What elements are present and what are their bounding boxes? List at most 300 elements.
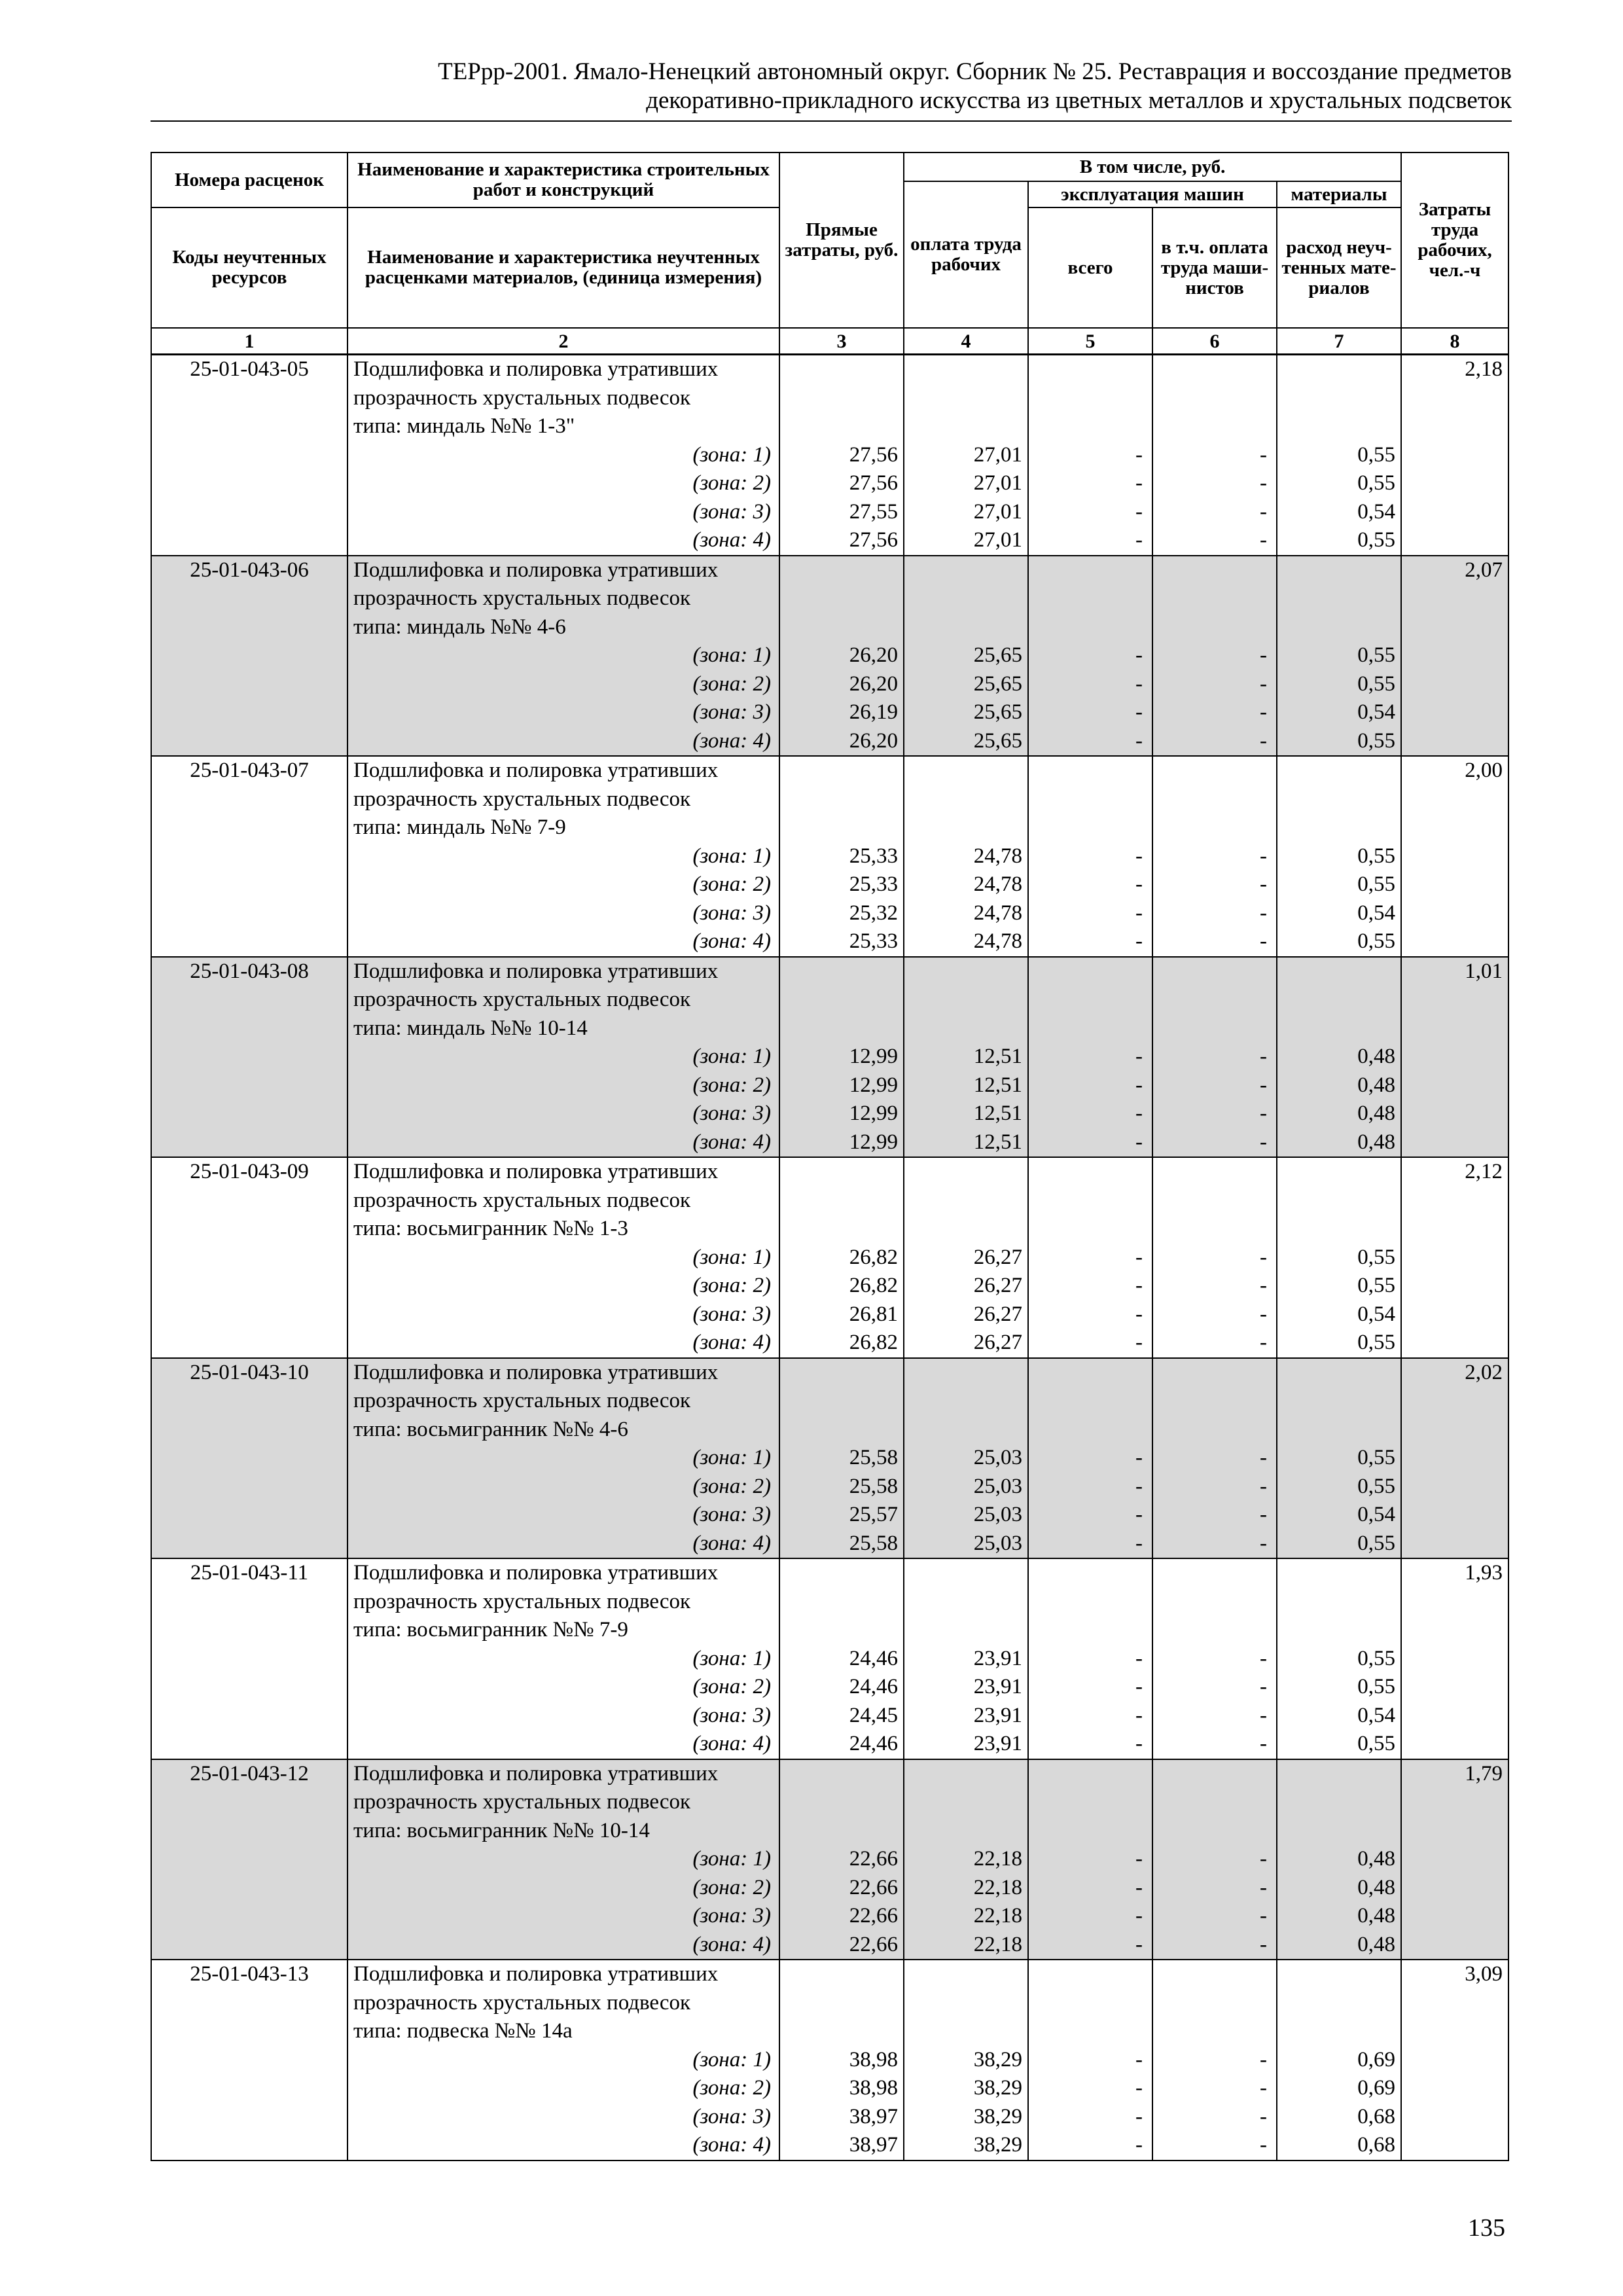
direct-costs-cell <box>779 1416 904 1444</box>
machines-total-cell <box>1028 384 1152 413</box>
materials-cell <box>1277 785 1401 814</box>
workers-pay-value: 26,27 <box>904 1300 1028 1329</box>
machinists-pay-value: - <box>1152 1501 1277 1530</box>
col-number: 6 <box>1152 328 1277 355</box>
machines-total-value: - <box>1028 526 1152 556</box>
machinists-pay-cell <box>1152 814 1277 842</box>
workers-pay-cell <box>904 957 1028 986</box>
machinists-pay-cell <box>1152 584 1277 613</box>
materials-value: 0,55 <box>1277 1272 1401 1300</box>
materials-cell <box>1277 584 1401 613</box>
materials-cell <box>1277 384 1401 413</box>
machines-total-value: - <box>1028 2131 1152 2161</box>
direct-costs-value: 26,82 <box>779 1272 904 1300</box>
materials-value: 0,69 <box>1277 2046 1401 2075</box>
machinists-pay-cell <box>1152 1616 1277 1645</box>
machines-total-value: - <box>1028 1300 1152 1329</box>
labor-costs-cell <box>1401 441 1508 470</box>
rate-code-cell <box>151 1845 348 1874</box>
machines-total-value: - <box>1028 899 1152 928</box>
machinists-pay-value: - <box>1152 1931 1277 1960</box>
rate-code-cell <box>151 1902 348 1931</box>
rate-code <box>151 412 348 441</box>
machinists-pay-value: - <box>1152 899 1277 928</box>
materials-value: 0,55 <box>1277 1244 1401 1272</box>
zone-row <box>151 2046 1508 2075</box>
rate-name-line: типа: восьмигранник №№ 10-14 <box>348 1817 779 1846</box>
th-direct-costs: Прямые затраты, руб. <box>779 152 904 328</box>
th-workers-pay: оплата труда рабочих <box>904 181 1028 328</box>
materials-value: 0,55 <box>1277 1530 1401 1559</box>
machinists-pay-value: - <box>1152 1902 1277 1931</box>
machines-total-value: - <box>1028 441 1152 470</box>
machines-total-cell <box>1028 1014 1152 1043</box>
machines-total-cell <box>1028 1759 1152 1789</box>
materials-cell <box>1277 556 1401 585</box>
rate-code-cell <box>151 1272 348 1300</box>
labor-costs-cell <box>1401 1300 1508 1329</box>
direct-costs-cell <box>779 1358 904 1388</box>
rate-name-line: прозрачность хрустальных подвесок <box>348 986 779 1014</box>
machinists-pay-value: - <box>1152 526 1277 556</box>
direct-costs-cell <box>779 1215 904 1244</box>
zone-label: (зона: 2) <box>348 1071 779 1100</box>
direct-costs-value: 24,45 <box>779 1702 904 1731</box>
rate-name-line: прозрачность хрустальных подвесок <box>348 1788 779 1817</box>
machinists-pay-value: - <box>1152 2046 1277 2075</box>
zone-label: (зона: 1) <box>348 1043 779 1071</box>
labor-costs-cell <box>1401 1702 1508 1731</box>
machines-total-value: - <box>1028 1043 1152 1071</box>
th-machinists-pay: в т.ч. оплата труда маши-нистов <box>1152 207 1277 328</box>
zone-row <box>151 1071 1508 1100</box>
machines-total-cell <box>1028 584 1152 613</box>
materials-cell <box>1277 613 1401 642</box>
rate-code <box>151 384 348 413</box>
labor-costs: 1,79 <box>1401 1759 1508 1789</box>
direct-costs-value: 22,66 <box>779 1874 904 1903</box>
rate-code-cell <box>151 526 348 556</box>
zone-row <box>151 1673 1508 1702</box>
rate-code: 25-01-043-08 <box>151 957 348 986</box>
zone-label: (зона: 1) <box>348 441 779 470</box>
rate-code-cell <box>151 441 348 470</box>
direct-costs-value: 26,82 <box>779 1329 904 1358</box>
labor-costs-cell <box>1401 1730 1508 1759</box>
labor-costs <box>1401 2017 1508 2046</box>
machinists-pay-value: - <box>1152 670 1277 699</box>
direct-costs-cell <box>779 1989 904 2018</box>
workers-pay-value: 25,65 <box>904 641 1028 670</box>
labor-costs-cell <box>1401 1673 1508 1702</box>
rate-code <box>151 1989 348 2018</box>
workers-pay-cell <box>904 384 1028 413</box>
zone-row <box>151 927 1508 957</box>
labor-costs: 2,18 <box>1401 355 1508 384</box>
materials-cell <box>1277 412 1401 441</box>
rate-name-row <box>151 756 1508 785</box>
rate-name-line: типа: миндаль №№ 10-14 <box>348 1014 779 1043</box>
machines-total-value: - <box>1028 498 1152 527</box>
direct-costs-cell <box>779 1817 904 1846</box>
machinists-pay-cell <box>1152 1358 1277 1388</box>
direct-costs-value: 26,82 <box>779 1244 904 1272</box>
labor-costs-cell <box>1401 1931 1508 1960</box>
workers-pay-value: 23,91 <box>904 1673 1028 1702</box>
direct-costs-value: 27,56 <box>779 526 904 556</box>
machinists-pay-cell <box>1152 1014 1277 1043</box>
th-machines-total: всего <box>1028 207 1152 328</box>
zone-label: (зона: 3) <box>348 1100 779 1128</box>
rate-name-line: прозрачность хрустальных подвесок <box>348 1387 779 1416</box>
machines-total-cell <box>1028 1358 1152 1388</box>
rate-name-line: Подшлифовка и полировка утративших <box>348 1759 779 1789</box>
materials-cell <box>1277 756 1401 785</box>
rate-name-row <box>151 556 1508 585</box>
rate-code-cell <box>151 842 348 871</box>
materials-cell <box>1277 1358 1401 1388</box>
workers-pay-cell <box>904 1187 1028 1215</box>
machines-total-value: - <box>1028 1730 1152 1759</box>
workers-pay-cell <box>904 613 1028 642</box>
machinists-pay-value: - <box>1152 727 1277 757</box>
machinists-pay-value: - <box>1152 927 1277 957</box>
rate-code: 25-01-043-07 <box>151 756 348 785</box>
workers-pay-cell <box>904 1416 1028 1444</box>
materials-value: 0,55 <box>1277 727 1401 757</box>
rate-name-row <box>151 986 1508 1014</box>
workers-pay-value: 38,29 <box>904 2046 1028 2075</box>
labor-costs-cell <box>1401 870 1508 899</box>
workers-pay-value: 23,91 <box>904 1702 1028 1731</box>
rate-code-cell <box>151 1702 348 1731</box>
col-number: 2 <box>348 328 779 355</box>
direct-costs-cell <box>779 1960 904 1989</box>
machinists-pay-value: - <box>1152 1128 1277 1158</box>
rate-name-row <box>151 1416 1508 1444</box>
zone-label: (зона: 1) <box>348 1444 779 1473</box>
rate-code <box>151 814 348 842</box>
labor-costs-cell <box>1401 727 1508 757</box>
direct-costs-cell <box>779 1759 904 1789</box>
workers-pay-value: 26,27 <box>904 1244 1028 1272</box>
header-line-1: ТЕРрр-2001. Ямало-Ненецкий автономный округ. Сборник № 25. Реставрация и воссоздание предметов <box>438 58 1512 85</box>
zone-label: (зона: 1) <box>348 1845 779 1874</box>
rate-name-row <box>151 1817 1508 1846</box>
rate-code-cell <box>151 1730 348 1759</box>
machinists-pay-cell <box>1152 756 1277 785</box>
machinists-pay-cell <box>1152 986 1277 1014</box>
workers-pay-cell <box>904 1817 1028 1846</box>
machinists-pay-value: - <box>1152 1300 1277 1329</box>
direct-costs-value: 27,55 <box>779 498 904 527</box>
labor-costs <box>1401 412 1508 441</box>
materials-cell <box>1277 1157 1401 1187</box>
labor-costs <box>1401 1215 1508 1244</box>
rate-name-row <box>151 1187 1508 1215</box>
rate-code-cell <box>151 1300 348 1329</box>
rate-name-line: типа: восьмигранник №№ 7-9 <box>348 1616 779 1645</box>
direct-costs-value: 25,57 <box>779 1501 904 1530</box>
materials-cell <box>1277 1759 1401 1789</box>
machinists-pay-cell <box>1152 1157 1277 1187</box>
workers-pay-value: 22,18 <box>904 1902 1028 1931</box>
machines-total-value: - <box>1028 469 1152 498</box>
workers-pay-value: 22,18 <box>904 1931 1028 1960</box>
machines-total-value: - <box>1028 1244 1152 1272</box>
workers-pay-value: 24,78 <box>904 842 1028 871</box>
machines-total-value: - <box>1028 1902 1152 1931</box>
machines-total-value: - <box>1028 2046 1152 2075</box>
workers-pay-value: 23,91 <box>904 1645 1028 1674</box>
zone-row <box>151 526 1508 556</box>
machinists-pay-cell <box>1152 1416 1277 1444</box>
zone-row <box>151 1730 1508 1759</box>
workers-pay-cell <box>904 1759 1028 1789</box>
labor-costs: 2,02 <box>1401 1358 1508 1388</box>
workers-pay-value: 12,51 <box>904 1043 1028 1071</box>
machines-total-cell <box>1028 1817 1152 1846</box>
materials-value: 0,69 <box>1277 2074 1401 2103</box>
materials-cell <box>1277 1014 1401 1043</box>
rate-code-cell <box>151 2103 348 2132</box>
col-number: 7 <box>1277 328 1401 355</box>
rate-name-row <box>151 1960 1508 1989</box>
rate-code <box>151 1215 348 1244</box>
th-unaccounted-materials: расход неуч-тенных мате-риалов <box>1277 207 1401 328</box>
materials-value: 0,55 <box>1277 842 1401 871</box>
machines-total-value: - <box>1028 1473 1152 1501</box>
direct-costs-value: 38,98 <box>779 2074 904 2103</box>
zone-row <box>151 1530 1508 1559</box>
zone-label: (зона: 3) <box>348 2103 779 2132</box>
labor-costs-cell <box>1401 842 1508 871</box>
materials-value: 0,48 <box>1277 1043 1401 1071</box>
rate-name-row <box>151 1014 1508 1043</box>
zone-row <box>151 441 1508 470</box>
labor-costs <box>1401 1616 1508 1645</box>
zone-label: (зона: 3) <box>348 1702 779 1731</box>
machinists-pay-cell <box>1152 1215 1277 1244</box>
workers-pay-cell <box>904 785 1028 814</box>
workers-pay-value: 26,27 <box>904 1272 1028 1300</box>
rate-name-line: Подшлифовка и полировка утративших <box>348 957 779 986</box>
rate-name-row <box>151 1616 1508 1645</box>
workers-pay-value: 24,78 <box>904 870 1028 899</box>
machinists-pay-value: - <box>1152 870 1277 899</box>
rate-code-cell <box>151 698 348 727</box>
workers-pay-value: 26,27 <box>904 1329 1028 1358</box>
rate-name-row <box>151 1387 1508 1416</box>
workers-pay-cell <box>904 355 1028 384</box>
labor-costs-cell <box>1401 498 1508 527</box>
rate-name-line: Подшлифовка и полировка утративших <box>348 355 779 384</box>
direct-costs-cell <box>779 785 904 814</box>
direct-costs-value: 25,58 <box>779 1530 904 1559</box>
labor-costs-cell <box>1401 1043 1508 1071</box>
materials-value: 0,55 <box>1277 670 1401 699</box>
labor-costs-cell <box>1401 1501 1508 1530</box>
direct-costs-value: 38,97 <box>779 2103 904 2132</box>
materials-value: 0,55 <box>1277 641 1401 670</box>
materials-value: 0,55 <box>1277 927 1401 957</box>
labor-costs-cell <box>1401 1128 1508 1158</box>
rate-name-line: прозрачность хрустальных подвесок <box>348 384 779 413</box>
workers-pay-value: 38,29 <box>904 2074 1028 2103</box>
direct-costs-value: 26,20 <box>779 727 904 757</box>
rate-code-cell <box>151 1874 348 1903</box>
machinists-pay-cell <box>1152 1588 1277 1617</box>
machines-total-value: - <box>1028 870 1152 899</box>
rate-code <box>151 1416 348 1444</box>
direct-costs-value: 22,66 <box>779 1902 904 1931</box>
workers-pay-cell <box>904 814 1028 842</box>
rate-name-line: Подшлифовка и полировка утративших <box>348 1358 779 1388</box>
rate-code <box>151 1817 348 1846</box>
machinists-pay-cell <box>1152 1187 1277 1215</box>
rate-name-row <box>151 814 1508 842</box>
materials-cell <box>1277 1215 1401 1244</box>
labor-costs-cell <box>1401 2131 1508 2161</box>
direct-costs-value: 22,66 <box>779 1931 904 1960</box>
workers-pay-cell <box>904 584 1028 613</box>
rate-name-row <box>151 412 1508 441</box>
materials-cell <box>1277 1788 1401 1817</box>
workers-pay-cell <box>904 1558 1028 1588</box>
zone-row <box>151 1501 1508 1530</box>
machinists-pay-value: - <box>1152 842 1277 871</box>
rate-name-row <box>151 1588 1508 1617</box>
direct-costs-cell <box>779 957 904 986</box>
machinists-pay-value: - <box>1152 1730 1277 1759</box>
rate-name-row <box>151 1989 1508 2018</box>
rate-name-line: прозрачность хрустальных подвесок <box>348 1989 779 2018</box>
machinists-pay-cell <box>1152 556 1277 585</box>
rate-code: 25-01-043-13 <box>151 1960 348 1989</box>
workers-pay-cell <box>904 1014 1028 1043</box>
col-number: 4 <box>904 328 1028 355</box>
zone-label: (зона: 4) <box>348 1128 779 1158</box>
machines-total-value: - <box>1028 1272 1152 1300</box>
machinists-pay-value: - <box>1152 2103 1277 2132</box>
materials-cell <box>1277 1588 1401 1617</box>
machinists-pay-value: - <box>1152 1043 1277 1071</box>
th-resource-codes: Коды неучтенных ресурсов <box>151 207 348 328</box>
machinists-pay-cell <box>1152 613 1277 642</box>
rate-code-cell <box>151 2046 348 2075</box>
materials-value: 0,55 <box>1277 1329 1401 1358</box>
rate-code-cell <box>151 1100 348 1128</box>
labor-costs-cell <box>1401 698 1508 727</box>
machinists-pay-cell <box>1152 957 1277 986</box>
th-machine-operation: эксплуатация машин <box>1028 181 1277 207</box>
machines-total-cell <box>1028 1416 1152 1444</box>
zone-label: (зона: 3) <box>348 1501 779 1530</box>
rate-code-cell <box>151 1071 348 1100</box>
rate-name-line: прозрачность хрустальных подвесок <box>348 1187 779 1215</box>
machinists-pay-value: - <box>1152 1329 1277 1358</box>
direct-costs-cell <box>779 613 904 642</box>
rate-name-row <box>151 1788 1508 1817</box>
rate-code <box>151 986 348 1014</box>
machinists-pay-cell <box>1152 1759 1277 1789</box>
rate-name-row <box>151 613 1508 642</box>
workers-pay-value: 25,03 <box>904 1501 1028 1530</box>
machines-total-cell <box>1028 756 1152 785</box>
direct-costs-value: 26,20 <box>779 641 904 670</box>
workers-pay-value: 24,78 <box>904 927 1028 957</box>
labor-costs-cell <box>1401 2103 1508 2132</box>
machines-total-cell <box>1028 1187 1152 1215</box>
zone-row <box>151 1902 1508 1931</box>
rate-name-row <box>151 2017 1508 2046</box>
rate-name-line: типа: миндаль №№ 4-6 <box>348 613 779 642</box>
workers-pay-cell <box>904 1358 1028 1388</box>
machines-total-cell <box>1028 1387 1152 1416</box>
zone-row <box>151 469 1508 498</box>
rate-name-line: прозрачность хрустальных подвесок <box>348 785 779 814</box>
rate-name-line: типа: миндаль №№ 1-3" <box>348 412 779 441</box>
rate-code <box>151 1187 348 1215</box>
labor-costs <box>1401 1387 1508 1416</box>
workers-pay-value: 22,18 <box>904 1874 1028 1903</box>
zone-label: (зона: 4) <box>348 2131 779 2161</box>
machines-total-value: - <box>1028 1329 1152 1358</box>
workers-pay-value: 12,51 <box>904 1100 1028 1128</box>
workers-pay-cell <box>904 1215 1028 1244</box>
rate-code-cell <box>151 1329 348 1358</box>
th-materials: материалы <box>1277 181 1401 207</box>
rate-code <box>151 1788 348 1817</box>
rate-code-cell <box>151 1043 348 1071</box>
rate-name-line: прозрачность хрустальных подвесок <box>348 1588 779 1617</box>
workers-pay-cell <box>904 2017 1028 2046</box>
rate-name-line: Подшлифовка и полировка утративших <box>348 756 779 785</box>
labor-costs-cell <box>1401 1645 1508 1674</box>
machines-total-value: - <box>1028 1071 1152 1100</box>
workers-pay-value: 25,65 <box>904 698 1028 727</box>
zone-label: (зона: 2) <box>348 1673 779 1702</box>
direct-costs-cell <box>779 756 904 785</box>
direct-costs-value: 24,46 <box>779 1673 904 1702</box>
zone-row <box>151 1702 1508 1731</box>
workers-pay-value: 27,01 <box>904 469 1028 498</box>
materials-cell <box>1277 355 1401 384</box>
page-number: 135 <box>1468 2214 1505 2242</box>
labor-costs-cell <box>1401 670 1508 699</box>
zone-label: (зона: 1) <box>348 1645 779 1674</box>
direct-costs-cell <box>779 384 904 413</box>
materials-value: 0,55 <box>1277 469 1401 498</box>
zone-label: (зона: 4) <box>348 1530 779 1559</box>
materials-cell <box>1277 1989 1401 2018</box>
labor-costs-cell <box>1401 1473 1508 1501</box>
machinists-pay-cell <box>1152 355 1277 384</box>
materials-value: 0,68 <box>1277 2103 1401 2132</box>
running-header <box>151 58 1512 115</box>
rate-code-cell <box>151 1128 348 1158</box>
materials-cell <box>1277 1416 1401 1444</box>
rate-name-row <box>151 1759 1508 1789</box>
labor-costs-cell <box>1401 2046 1508 2075</box>
machines-total-cell <box>1028 986 1152 1014</box>
materials-value: 0,54 <box>1277 1702 1401 1731</box>
machinists-pay-cell <box>1152 2017 1277 2046</box>
direct-costs-value: 27,56 <box>779 469 904 498</box>
labor-costs-cell <box>1401 927 1508 957</box>
rate-name-row <box>151 1558 1508 1588</box>
zone-row <box>151 1444 1508 1473</box>
